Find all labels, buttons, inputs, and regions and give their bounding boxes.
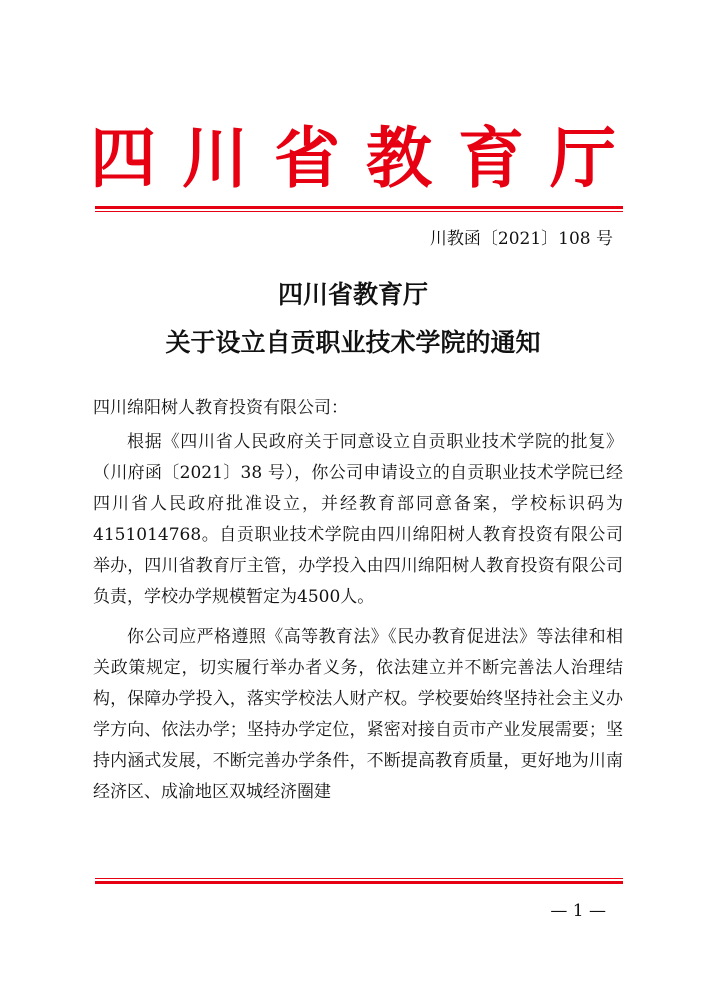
paragraph-1: 根据《四川省人民政府关于同意设立自贡职业技术学院的批复》（川府函〔2021〕38 号），你公司申请设立的自贡职业技术学院已经四川省人民政府批准设立，并经教育部同意备案，学校标识码为 4151014768。自贡职业技术学院由四川绵阳树人教育投资有限公司举办，四川省教育厅主管，办学投入由四川绵阳树人教育投资有限公司负责，学校办学规模暂定为4500人。 xyxy=(93,432,623,607)
masthead-rule-thick xyxy=(95,206,623,209)
masthead-rule-thin xyxy=(95,211,623,212)
salutation: 四川绵阳树人教育投资有限公司： xyxy=(93,398,348,418)
document-title-line2: 关于设立自贡职业技术学院的通知 xyxy=(165,328,541,357)
document-number: 川教函〔2021〕108 号 xyxy=(429,229,613,249)
masthead-title: 四川省教育厅 xyxy=(90,119,642,197)
footer-rule-thick xyxy=(95,881,623,884)
document-title-line1: 四川省教育厅 xyxy=(277,280,428,309)
document-body xyxy=(93,393,623,817)
footer-rule-thin xyxy=(95,878,623,879)
page-number: — 1 — xyxy=(550,901,606,921)
paragraph-2: 你公司应严格遵照《高等教育法》《民办教育促进法》等法律和相关政策规定，切实履行举办者义务，依法建立并不断完善法人治理结构，保障办学投入，落实学校法人财产权。学校要始终坚持社会主义办学方向、依法办学；坚持办学定位，紧密对接自贡市产业发展需要；坚持内涵式发展，不断完善办学条件，不断提高教育质量，更好地为川南经济区、成渝地区双城经济圈建 xyxy=(93,627,623,802)
